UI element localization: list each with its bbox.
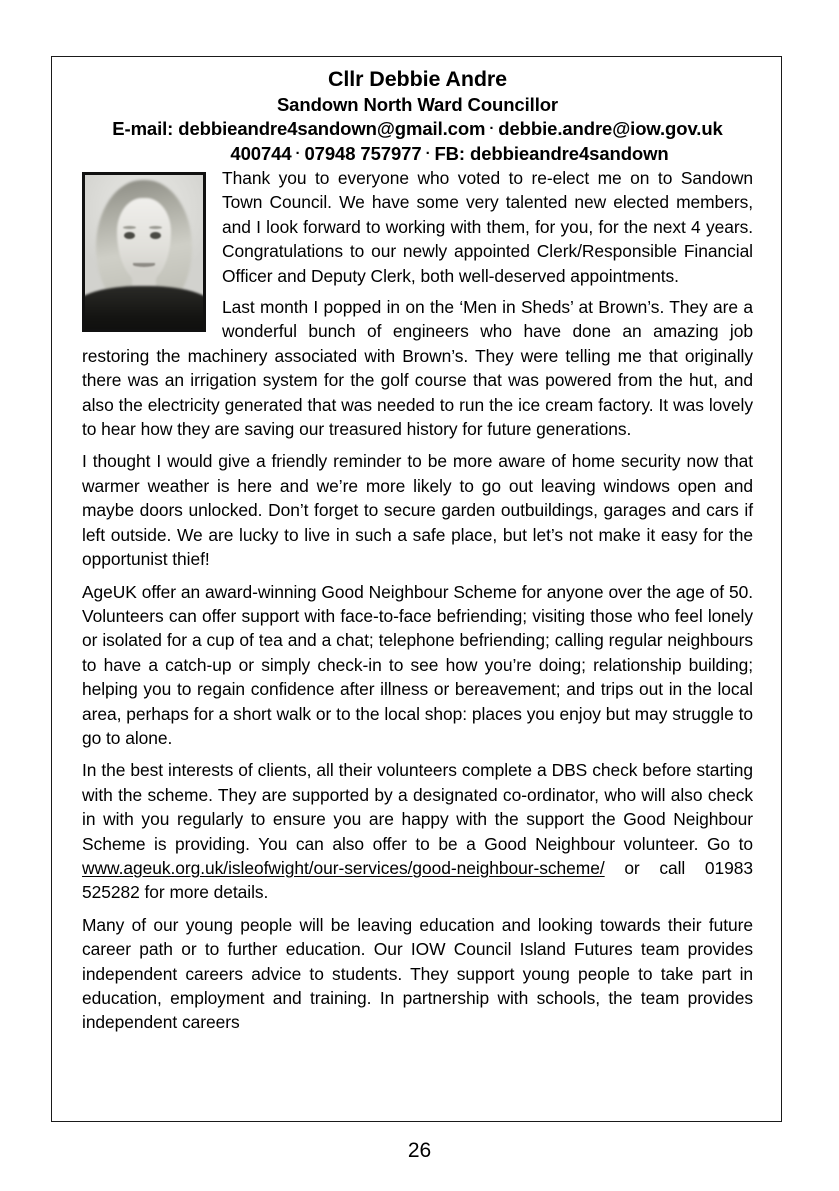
photo-eye-left [124,232,135,239]
paragraph-dbs-and-contact [82,758,753,904]
paragraph-thank-you: Thank you to everyone who voted to re-elect me on to Sandown Town Council. We have some very talented new elected members, and I look forward to working with them, for you, for the next 4 years. Congratulations to our newly appointed Clerk/Responsible Financial Officer and Deputy Clerk, both well-deserved appointments. [222,168,753,286]
bordered-content-frame [51,56,782,1122]
email-label: E-mail: [112,118,174,139]
email-contact-line [82,117,753,141]
email-secondary[interactable]: debbie.andre@iow.gov.uk [498,118,723,139]
photo-brow-left [123,226,136,229]
page-number: 26 [407,1139,432,1162]
paragraph-ageuk-scheme: AgeUK offer an award-winning Good Neighbour Scheme for anyone over the age of 50. Volunteers can offer support with face-to-face befriending; visiting those who feel lonely or isolated for a cup of tea and a chat; telephone befriending; calling regular neighbours to have a catch-up or simply check-in to see how you’re doing; relationship building; helping you to regain confidence after illness or bereavement; and trips out in the local area, perhaps for a short walk or to the local shop: places you enjoy but may struggle to go to alone. [82,581,753,748]
ageuk-good-neighbour-link[interactable]: www.ageuk.org.uk/isleofwight/our-services/good-neighbour-scheme/ [82,857,605,878]
facebook-handle[interactable]: debbieandre4sandown [470,143,669,164]
contact-separator-icon: · [295,145,301,162]
paragraph-men-in-sheds: Last month I popped in on the ‘Men in Sheds’ at Brown’s. They are a wonderful bunch of engineers who have done an amazing job restoring the machinery associated with Brown’s. They were telling me that originally there was an irrigation system for the golf course that was powered from the hut, and also the electricity generated that was needed to run the ice cream factory. It was lovely to hear how they are saving our treasured history for future generations. [82,297,753,440]
dbs-text-before-link: In the best interests of clients, all their volunteers complete a DBS check before starting with the scheme. They are supported by a designated co-ordinator, who will also check in with you regularly to ensure you are happy with the support the Good Neighbour Scheme is providing. You can also offer to be a Good Neighbour volunteer. Go to [82,760,753,854]
facebook-label: FB: [434,143,465,164]
email-primary[interactable]: debbieandre4sandown@gmail.com [178,118,486,139]
content-inner [52,57,781,1121]
councillor-portrait-photo [82,172,206,332]
phone-landline[interactable]: 400744 [230,143,292,164]
contact-separator-icon: · [489,120,495,137]
photo-shoulders [82,286,206,332]
photo-brow-right [149,226,162,229]
councillor-role: Sandown North Ward Councillor [276,94,559,115]
dbs-text-after-link: or call 01983 525282 for more details. [82,857,753,903]
article-body [82,166,753,1035]
paragraph-island-futures: Many of our young people will be leaving education and looking towards their future career path or to further education. Our IOW Council Island Futures team provides independent careers advice to students. They support young people to take part in education, employment and training. In partnership with schools, the team provides independent careers [82,914,753,1033]
phone-mobile[interactable]: 07948 757977 [304,143,422,164]
final-paragraph-clip [82,913,753,1035]
phone-contact-line [82,142,753,166]
masthead [82,67,753,166]
councillor-name: Cllr Debbie Andre [327,67,508,91]
paragraph-home-security: I thought I would give a friendly reminder to be more aware of home security now that warmer weather is here and we’re more likely to go out leaving windows open and maybe doors unlocked. Don’t forget to secure garden outbuildings, garages and cars if left outside. We are lucky to live in such a safe place, but let’s not make it easy for the opportunist thief! [82,451,753,570]
contact-separator-icon: · [425,145,431,162]
photo-eye-right [150,232,161,239]
